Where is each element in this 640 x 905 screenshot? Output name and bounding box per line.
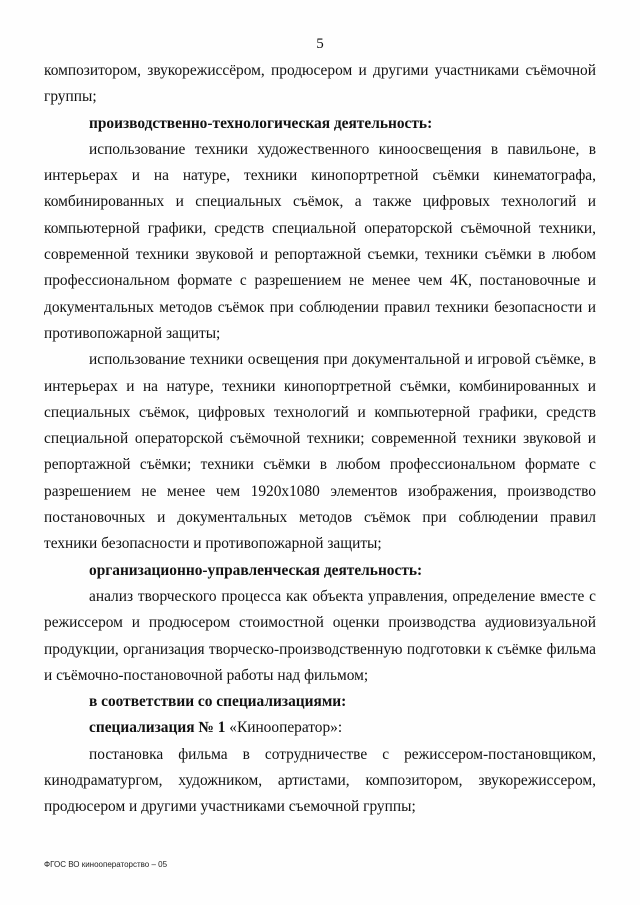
document-body	[44, 58, 596, 821]
paragraph: использование техники художественного киноосвещения в павильоне, в интерьерах и на натуре, техники кинопортретной съёмки кинематографа, комбинированных и специальных съёмок, а также цифровых технологий и компьютерной графики, средств специальной операторской съёмочной техники, современной техники звуковой и репортажной съемки, техники съёмки в любом профессиональном формате с разрешением не менее чем 4К, постановочные и документальных методов съёмок при соблюдении правил техники безопасности и противопожарной защиты;	[44, 140, 596, 342]
specialization-name: «Кинооператор»:	[225, 719, 343, 737]
paragraph: анализ творческого процесса как объекта управления, определение вместе с режиссером и продюсером стоимостной оценки производства аудиовизуальной продукции, организация творческо-производственную подготовки к съёмке фильма и съёмочно-постановочной работы над фильмом;	[44, 587, 596, 684]
paragraph: композитором, звукорежиссёром, продюсером и другими участниками съёмочной группы;	[44, 62, 596, 106]
page-number: 5	[316, 36, 324, 52]
specialization-line	[44, 715, 596, 741]
footer-text: ФГОС ВО кинооператорство – 05	[44, 860, 168, 869]
paragraph: постановка фильма в сотрудничестве с режиссером-постановщиком, кинодраматургом, художником, артистами, композитором, звукорежиссером, продюсером и другими участниками съемочной группы;	[44, 745, 596, 816]
section-heading: производственно-технологическая деятельность:	[89, 114, 433, 132]
specialization-label: специализация № 1	[89, 719, 226, 737]
section-heading: в соответствии со специализациями:	[89, 693, 347, 711]
paragraph: использование техники освещения при документальной и игровой съёмке, в интерьерах и на натуре, техники кинопортретной съёмки, комбинированных и специальных съёмок, цифровых технологий и компьютерной графики, средств специальной операторской съёмочной техники; современной техники звуковой и репортажной съёмки; техники съёмки в любом профессиональном формате с разрешением не менее чем 1920х1080 элементов изображения, производство постановочных и документальных методов съёмок при соблюдении правил техники безопасности и противопожарной защиты;	[44, 351, 596, 553]
section-heading: организационно-управленческая деятельность:	[89, 561, 423, 579]
